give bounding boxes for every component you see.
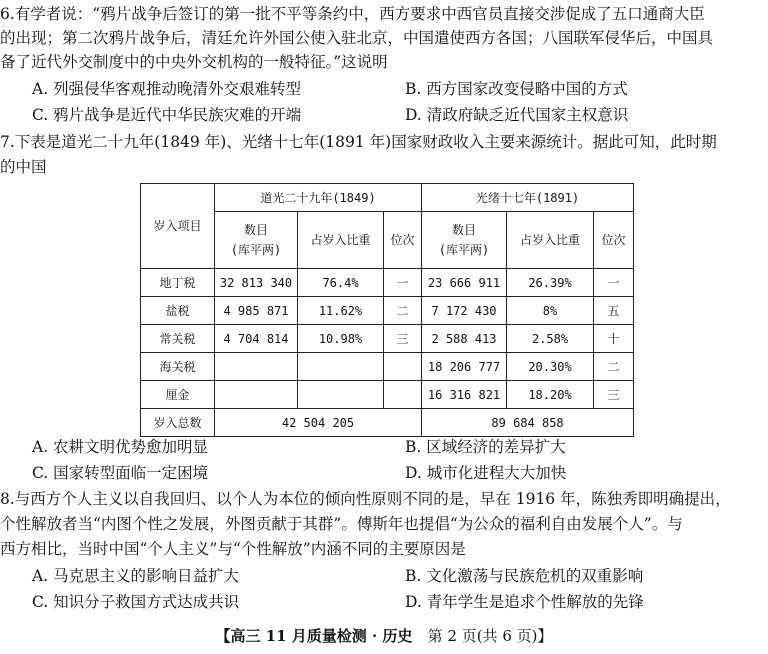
rank-1891: 十: [594, 325, 634, 353]
amount-1849: 4 704 814: [215, 325, 298, 353]
share-1849: 11.62%: [298, 297, 384, 325]
q8-stem-line-2: 个性解放者当“内图个性之发展，外图贡献于其群”。傅斯年也提倡“为公众的福利自由发展个人”。与: [0, 515, 683, 533]
total-1849: 42 504 205: [215, 409, 422, 437]
table-row: [141, 269, 634, 297]
share-1891: 2.58%: [507, 325, 594, 353]
header-amount-unit: (库平两): [438, 243, 490, 257]
share-1891: 20.30%: [507, 353, 594, 381]
page-footer: [0, 625, 768, 647]
header-amount-unit: (库平两): [230, 243, 282, 257]
amount-1891: 7 172 430: [422, 297, 507, 325]
header-amount-1849: [215, 212, 298, 269]
q6-option-a[interactable]: A. 列强侵华客观推动晚清外交艰难转型: [32, 80, 302, 98]
row-item: 常关税: [141, 325, 215, 353]
q6-option-d[interactable]: D. 清政府缺乏近代国家主权意识: [405, 106, 629, 124]
rank-1849: 三: [384, 325, 422, 353]
amount-1891: 2 588 413: [422, 325, 507, 353]
rank-1849: 一: [384, 269, 422, 297]
q6-stem-line-1: 6.有学者说：“鸦片战争后签订的第一批不平等条约中，西方要求中西官员直接交涉促成了五口通商大臣: [0, 5, 705, 23]
header-rank-1891: 位次: [594, 212, 634, 269]
share-1849: [298, 381, 384, 409]
q8-option-b[interactable]: B. 文化激荡与民族危机的双重影响: [405, 567, 644, 585]
amount-1891: 16 316 821: [422, 381, 507, 409]
q8-stem-line-1: 8.与西方个人主义以自我回归、以个人为本位的倾向性原则不同的是，早在 1916 年，陈独秀即明确提出，: [0, 490, 731, 508]
fiscal-revenue-table: [140, 183, 634, 437]
amount-1849: 32 813 340: [215, 269, 298, 297]
q7-option-d[interactable]: D. 城市化进程大大加快: [405, 464, 567, 482]
q7-option-c[interactable]: C. 国家转型面临一定困境: [32, 464, 209, 482]
footer-page-number: 第 2 页(共 6 页)】: [427, 627, 553, 645]
share-1891: 18.20%: [507, 381, 594, 409]
table-header-row-1: [141, 184, 634, 212]
row-item: 海关税: [141, 353, 215, 381]
row-item: 厘金: [141, 381, 215, 409]
share-1849: 10.98%: [298, 325, 384, 353]
footer-exam-title: 【高三 11 月质量检测 · 历史: [215, 627, 413, 645]
table-total-row: [141, 409, 634, 437]
q7-option-a[interactable]: A. 农耕文明优势愈加明显: [32, 438, 209, 456]
header-amount-1891: [422, 212, 507, 269]
header-item: 岁入项目: [141, 184, 215, 269]
q8-option-d[interactable]: D. 青年学生是追求个性解放的先锋: [405, 593, 644, 611]
q6-option-c[interactable]: C. 鸦片战争是近代中华民族灾难的开端: [32, 106, 302, 124]
amount-1891: 18 206 777: [422, 353, 507, 381]
total-label: 岁入总数: [141, 409, 215, 437]
table-row: [141, 353, 634, 381]
q8-option-a[interactable]: A. 马克思主义的影响日益扩大: [32, 567, 240, 585]
share-1891: 8%: [507, 297, 594, 325]
q7-stem-line-2: 的中国: [0, 158, 47, 176]
share-1849: [298, 353, 384, 381]
q8-option-c[interactable]: C. 知识分子救国方式达成共识: [32, 593, 240, 611]
q8-stem-line-3: 西方相比，当时中国“个人主义”与“个性解放”内涵不同的主要原因是: [0, 540, 466, 558]
header-amount-label: 数目: [243, 223, 268, 237]
share-1891: 26.39%: [507, 269, 594, 297]
rank-1849: [384, 353, 422, 381]
header-period-1891: 光绪十七年(1891): [422, 184, 634, 212]
row-item: 盐税: [141, 297, 215, 325]
q6-option-b[interactable]: B. 西方国家改变侵略中国的方式: [405, 80, 628, 98]
q7-stem-line-1: 7.下表是道光二十九年(1849 年)、光绪十七年(1891 年)国家财政收入主要来源统计。据此可知，此时期: [0, 133, 717, 151]
header-amount-label: 数目: [452, 223, 477, 237]
table-row: [141, 325, 634, 353]
header-rank-1849: 位次: [384, 212, 422, 269]
share-1849: 76.4%: [298, 269, 384, 297]
q7-option-b[interactable]: B. 区域经济的差异扩大: [405, 438, 566, 456]
rank-1891: 二: [594, 353, 634, 381]
table-header-row-2: [141, 212, 634, 269]
rank-1849: 二: [384, 297, 422, 325]
amount-1849: [215, 353, 298, 381]
table-row: [141, 381, 634, 409]
amount-1849: [215, 381, 298, 409]
table-row: [141, 297, 634, 325]
rank-1891: 三: [594, 381, 634, 409]
rank-1849: [384, 381, 422, 409]
q6-stem-line-3: 备了近代外交制度中的中央外交机构的一般特征。”这说明: [0, 53, 388, 71]
amount-1891: 23 666 911: [422, 269, 507, 297]
rank-1891: 五: [594, 297, 634, 325]
q6-stem-line-2: 的出现；第二次鸦片战争后，清廷允许外国公使入驻北京，中国遣使西方各国；八国联军侵华后，中国具: [0, 29, 714, 47]
row-item: 地丁税: [141, 269, 215, 297]
total-1891: 89 684 858: [422, 409, 634, 437]
rank-1891: 一: [594, 269, 634, 297]
header-share-1891: 占岁入比重: [507, 212, 594, 269]
header-period-1849: 道光二十九年(1849): [215, 184, 422, 212]
amount-1849: 4 985 871: [215, 297, 298, 325]
header-share-1849: 占岁入比重: [298, 212, 384, 269]
